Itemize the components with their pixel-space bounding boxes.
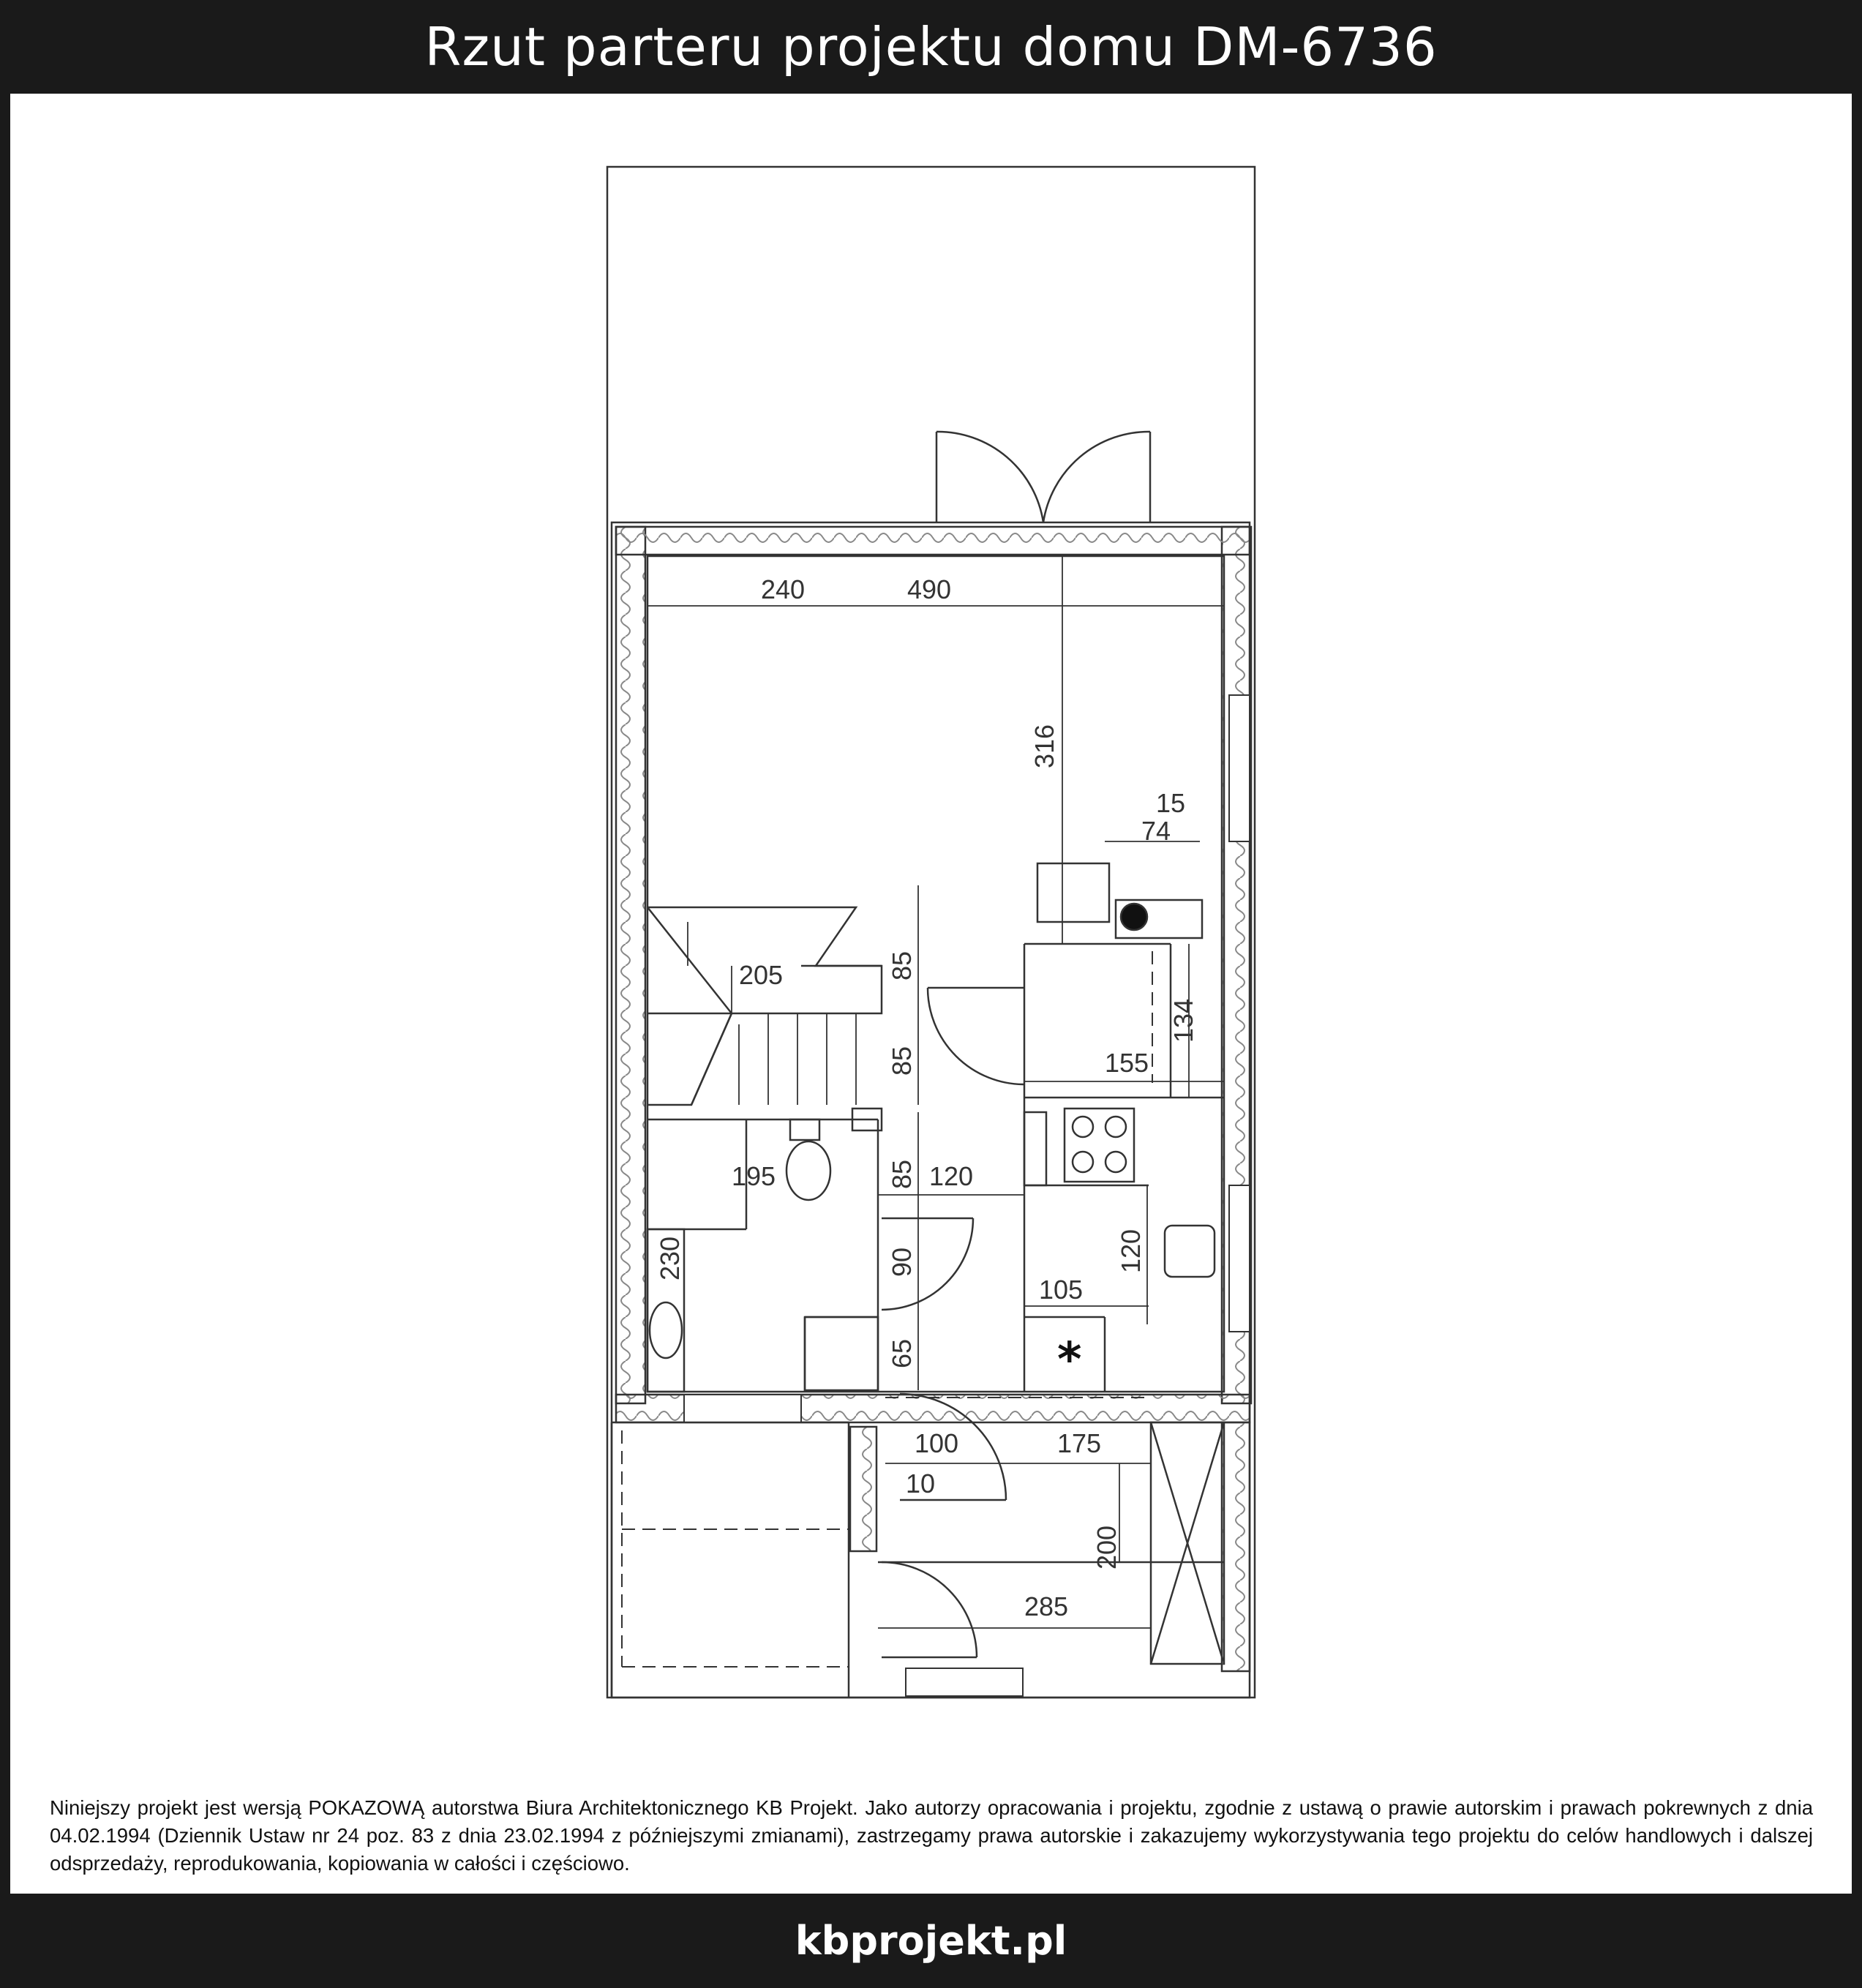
- kitchen-hob: [1065, 1109, 1134, 1182]
- dim-240: 240: [761, 574, 806, 604]
- dim-105: 105: [1039, 1275, 1084, 1305]
- terrace-door: [936, 432, 1150, 522]
- dim-134: 134: [1168, 998, 1198, 1043]
- dim-195: 195: [732, 1161, 776, 1191]
- dim-285: 285: [1024, 1591, 1069, 1621]
- dim-100: 100: [915, 1428, 959, 1458]
- dim-230: 230: [655, 1236, 685, 1280]
- marker-asterisk: *: [1057, 1333, 1082, 1387]
- floor-plan: [0, 94, 1862, 1762]
- dimension-lines: [647, 556, 1224, 1628]
- dim-90: 90: [887, 1247, 917, 1277]
- dim-175: 175: [1057, 1428, 1102, 1458]
- dim-85-b: 85: [887, 1046, 917, 1076]
- disclaimer-text: Niniejszy projekt jest wersją POKAZOWĄ autorstwa Biura Architektonicznego KB Projekt. Jako autorzy opracowania i projektu, zgodnie z ustawą o prawie autorskim i prawach pokrewnych z dnia 04.02.1994 (Dziennik Ustaw nr 24 poz. 83 z dnia 23.02.1994 z późniejszymi zmianami), zastrzegamy prawa autorskie i zakazujemy wykorzystywania tego projektu do celów handlowych i dalszej odsprzedaży, reprodukowania, kopiowania w całości i częściowo.: [50, 1796, 1813, 1875]
- chimney: [1121, 904, 1147, 930]
- interior-walls: [647, 863, 1224, 1392]
- dim-74: 74: [1141, 816, 1171, 846]
- dim-316: 316: [1029, 724, 1059, 768]
- title-bar: [0, 0, 1862, 94]
- page-title: Rzut parteru projektu domu DM-6736: [424, 16, 1438, 78]
- internal-doors: [882, 988, 1024, 1657]
- exterior-walls: [612, 522, 1251, 1698]
- wc-toilet: [787, 1119, 830, 1200]
- dim-85-a: 85: [887, 950, 917, 980]
- dim-10: 10: [906, 1469, 936, 1498]
- footer-bar: [0, 1894, 1862, 1988]
- kitchen-sink: [1165, 1226, 1215, 1277]
- staircase: [647, 907, 882, 1105]
- dim-65: 65: [887, 1338, 917, 1368]
- dim-490: 490: [907, 574, 952, 604]
- dim-205: 205: [739, 960, 784, 990]
- dim-15: 15: [1156, 788, 1186, 818]
- dim-120-a: 120: [929, 1161, 974, 1191]
- dim-85-c: 85: [887, 1159, 917, 1189]
- dim-155: 155: [1105, 1048, 1149, 1078]
- dim-120-b: 120: [1116, 1229, 1146, 1273]
- washbasin: [805, 1317, 878, 1390]
- dim-200: 200: [1092, 1525, 1122, 1569]
- brand-link[interactable]: kbprojekt.pl: [795, 1918, 1067, 1964]
